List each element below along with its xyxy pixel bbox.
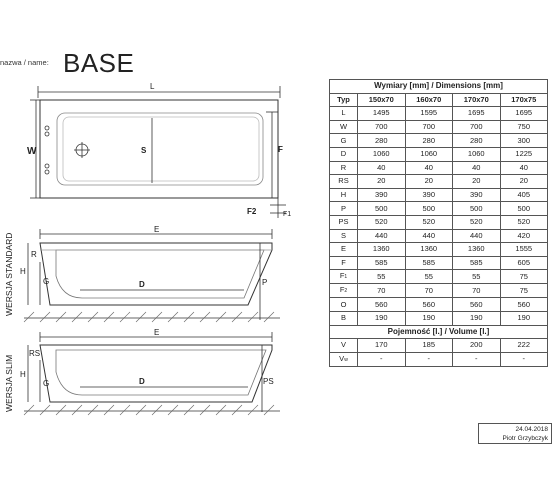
dim-label-RS: RS xyxy=(29,349,41,358)
dim-label-H: H xyxy=(20,267,26,276)
table-cell: 40 xyxy=(500,161,548,175)
table-cell: 520 xyxy=(358,215,406,229)
dimension-symbol: L xyxy=(330,107,358,121)
table-row xyxy=(330,202,548,216)
table-cell: 700 xyxy=(453,120,501,134)
dimension-symbol: V xyxy=(330,339,358,353)
dim-label-W: W xyxy=(27,146,37,157)
top-view xyxy=(30,86,286,218)
table-row xyxy=(330,339,548,353)
table-cell: 1495 xyxy=(358,107,406,121)
table-cell: 1060 xyxy=(358,147,406,161)
standard-version-label: WERSJA STANDARD xyxy=(4,232,14,316)
table-row xyxy=(330,188,548,202)
dim-label-F1: F1 xyxy=(283,211,292,218)
table-cell: 560 xyxy=(405,298,453,312)
table-cell: 1360 xyxy=(453,243,501,257)
table-cell: 500 xyxy=(358,202,406,216)
table-row xyxy=(330,120,548,134)
table-row xyxy=(330,215,548,229)
standard-section-view xyxy=(24,229,280,320)
table-cell: 500 xyxy=(453,202,501,216)
dimension-symbol: F2 xyxy=(330,284,358,298)
table-cell: 185 xyxy=(405,339,453,353)
model-header-row xyxy=(330,93,548,107)
dimension-symbol: F1 xyxy=(330,270,358,284)
table-cell: 1595 xyxy=(405,107,453,121)
name-label: nazwa / name: xyxy=(0,58,49,67)
table-cell: 40 xyxy=(453,161,501,175)
table-cell: - xyxy=(358,352,406,366)
dim-label-L: L xyxy=(150,82,155,91)
table-cell: 1360 xyxy=(405,243,453,257)
table-cell: 605 xyxy=(500,256,548,270)
table-cell: 1060 xyxy=(405,147,453,161)
model-header: 170x75 xyxy=(500,93,548,107)
table-cell: 40 xyxy=(405,161,453,175)
dim-label-R: R xyxy=(31,250,37,259)
dimension-symbol: D xyxy=(330,147,358,161)
dimension-symbol: R xyxy=(330,161,358,175)
table-cell: 560 xyxy=(358,298,406,312)
table-cell: 75 xyxy=(500,284,548,298)
dimension-symbol: F xyxy=(330,256,358,270)
dim-label-F: F xyxy=(278,145,283,154)
table-cell: 700 xyxy=(358,120,406,134)
dimension-symbol: H xyxy=(330,188,358,202)
table-cell: 520 xyxy=(500,215,548,229)
dimension-symbol: RS xyxy=(330,175,358,189)
table-row xyxy=(330,161,548,175)
table-cell: 20 xyxy=(405,175,453,189)
table-cell: 500 xyxy=(500,202,548,216)
table-cell: 20 xyxy=(358,175,406,189)
table-row xyxy=(330,270,548,284)
dimension-symbol: P xyxy=(330,202,358,216)
drawing-stamp xyxy=(478,423,552,444)
dimensions-title: Wymiary [mm] / Dimensions [mm] xyxy=(330,80,548,94)
floor-hatch-slim xyxy=(24,405,274,415)
dim-label-E: E xyxy=(154,225,160,234)
table-cell: 1060 xyxy=(453,147,501,161)
table-cell: 1360 xyxy=(358,243,406,257)
table-row xyxy=(330,134,548,148)
table-row xyxy=(330,107,548,121)
table-cell: 70 xyxy=(358,284,406,298)
dimension-symbol: E xyxy=(330,243,358,257)
dimensions-table-body xyxy=(330,80,548,367)
slim-version-label: WERSJA SLIM xyxy=(4,354,14,412)
table-cell: 190 xyxy=(500,311,548,325)
dim-label-D: D xyxy=(139,280,145,289)
table-cell: 55 xyxy=(358,270,406,284)
dim-label-S: S xyxy=(141,146,147,155)
table-cell: 585 xyxy=(358,256,406,270)
table-cell: 440 xyxy=(405,229,453,243)
table-cell: 1555 xyxy=(500,243,548,257)
dimensions-title-row xyxy=(330,80,548,94)
table-cell: 1695 xyxy=(500,107,548,121)
dim-label-F2: F2 xyxy=(247,207,257,216)
type-header: Typ xyxy=(330,93,358,107)
stamp-date: 24.04.2018 xyxy=(515,426,548,433)
table-row xyxy=(330,298,548,312)
floor-hatch-standard xyxy=(24,312,274,322)
table-cell: 280 xyxy=(453,134,501,148)
model-header: 170x70 xyxy=(453,93,501,107)
table-cell: 700 xyxy=(405,120,453,134)
table-row xyxy=(330,175,548,189)
table-row xyxy=(330,229,548,243)
dim-label-D-slim: D xyxy=(139,377,145,386)
dimension-symbol: Vw xyxy=(330,352,358,366)
table-cell: 40 xyxy=(358,161,406,175)
dim-label-H-slim: H xyxy=(20,370,26,379)
table-cell: 585 xyxy=(405,256,453,270)
table-cell: 520 xyxy=(405,215,453,229)
table-cell: 750 xyxy=(500,120,548,134)
dimension-symbol: PS xyxy=(330,215,358,229)
table-cell: 300 xyxy=(500,134,548,148)
table-cell: - xyxy=(405,352,453,366)
dim-label-PS: PS xyxy=(263,377,274,386)
model-header: 160x70 xyxy=(405,93,453,107)
volume-title-row xyxy=(330,325,548,339)
dimension-symbol: G xyxy=(330,134,358,148)
table-cell: 1225 xyxy=(500,147,548,161)
table-cell: 585 xyxy=(453,256,501,270)
table-cell: 55 xyxy=(405,270,453,284)
table-cell: 560 xyxy=(453,298,501,312)
table-cell: 390 xyxy=(358,188,406,202)
dim-label-G-slim: G xyxy=(43,379,50,388)
table-row xyxy=(330,352,548,366)
table-cell: 70 xyxy=(453,284,501,298)
table-cell: 280 xyxy=(358,134,406,148)
table-cell: 405 xyxy=(500,188,548,202)
table-cell: 280 xyxy=(405,134,453,148)
table-cell: 390 xyxy=(453,188,501,202)
table-cell: - xyxy=(500,352,548,366)
table-cell: 390 xyxy=(405,188,453,202)
table-cell: 500 xyxy=(405,202,453,216)
table-cell: 560 xyxy=(500,298,548,312)
table-cell: 222 xyxy=(500,339,548,353)
product-name: BASE xyxy=(63,48,135,78)
table-cell: 20 xyxy=(453,175,501,189)
table-row xyxy=(330,147,548,161)
table-cell: 75 xyxy=(500,270,548,284)
dimension-symbol: O xyxy=(330,298,358,312)
table-cell: 190 xyxy=(405,311,453,325)
table-cell: 70 xyxy=(405,284,453,298)
slim-section-view xyxy=(24,332,280,412)
table-cell: 440 xyxy=(453,229,501,243)
dimension-symbol: W xyxy=(330,120,358,134)
table-cell: - xyxy=(453,352,501,366)
dimensions-table xyxy=(329,79,548,367)
table-cell: 55 xyxy=(453,270,501,284)
dimension-symbol: S xyxy=(330,229,358,243)
table-cell: 1695 xyxy=(453,107,501,121)
dim-label-E-slim: E xyxy=(154,328,160,337)
table-row xyxy=(330,243,548,257)
table-cell: 170 xyxy=(358,339,406,353)
table-row xyxy=(330,284,548,298)
table-cell: 420 xyxy=(500,229,548,243)
table-cell: 520 xyxy=(453,215,501,229)
model-header: 150x70 xyxy=(358,93,406,107)
dim-label-G: G xyxy=(43,277,50,286)
table-cell: 20 xyxy=(500,175,548,189)
dim-label-P: P xyxy=(262,278,268,287)
table-row xyxy=(330,256,548,270)
stamp-author: Piotr Grzybczyk xyxy=(502,435,548,442)
table-cell: 200 xyxy=(453,339,501,353)
table-cell: 440 xyxy=(358,229,406,243)
table-row xyxy=(330,311,548,325)
table-cell: 190 xyxy=(358,311,406,325)
volume-title: Pojemność [l.] / Volume [l.] xyxy=(330,325,548,339)
dimension-symbol: B xyxy=(330,311,358,325)
table-cell: 190 xyxy=(453,311,501,325)
